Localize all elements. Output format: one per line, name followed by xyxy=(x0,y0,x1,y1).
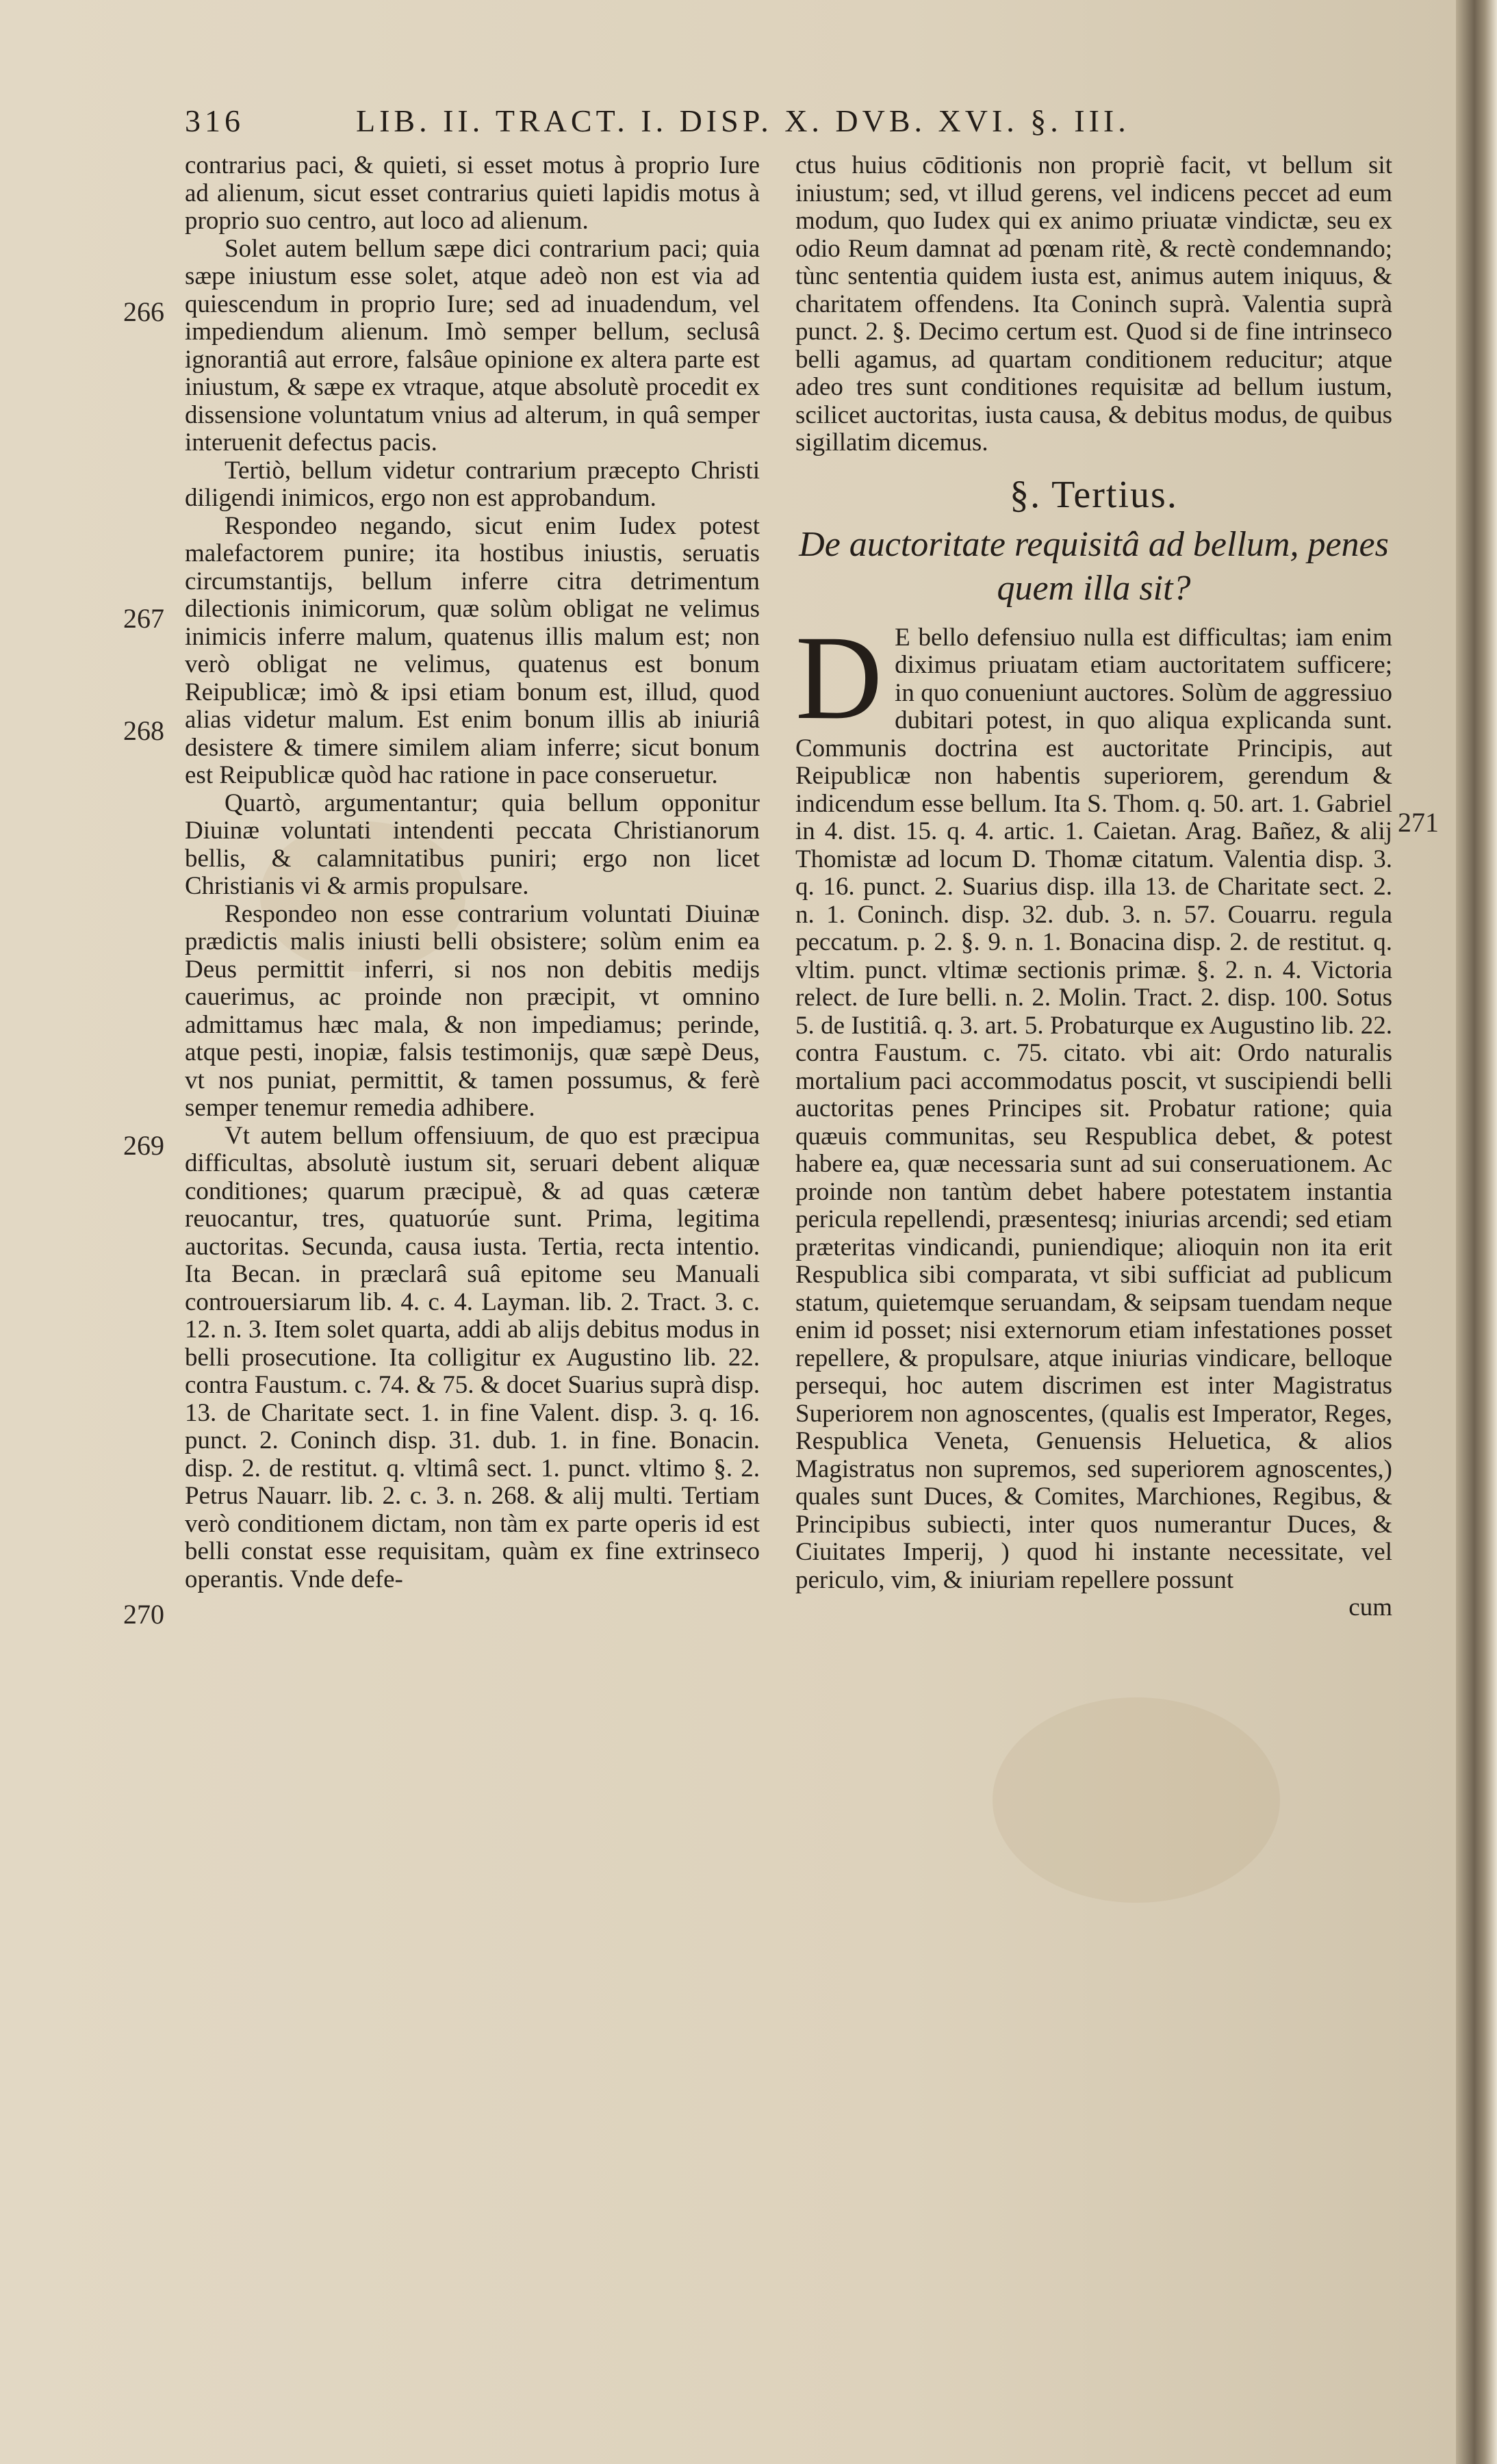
page-gutter xyxy=(1456,0,1497,2464)
running-head-text: LIB. II. TRACT. I. DISP. X. DVB. XVI. §. III. xyxy=(356,103,1130,138)
paragraph-267: Tertiò, bellum videtur contrarium præcepto Christi diligendi inimicos, ergo non est approbandum. xyxy=(185,456,760,512)
margin-number-266: 266 xyxy=(123,296,164,327)
paragraph-271-text: E bello defensiuo nulla est difficultas; iam enim diximus priuatam etiam auctoritatem sufficere; in quo conueniunt auctores. Solùm de aggressiuo dubitari potest, in quo aliqua explicanda sunt. Communis doctrina est auctoritate Principis, aut Reipublicæ non habentis superiorem, gerendum & indicendum esse bellum. Ita S. Thom. q. 50. art. 1. Gabriel in 4. dist. 15. q. 4. artic. 1. Caietan. Arag. Bañez, & alij Thomistæ ad locum D. Thomæ citatum. Valentia disp. 3. q. 16. punct. 2. Suarius disp. illa 13. de Charitate sect. 2. n. 1. Coninch. disp. 32. dub. 3. n. 57. Couarru. regula peccatum. p. 2. §. 9. n. 1. Bonacina disp. 2. de restitut. q. vltim. punct. vltimæ sectionis primæ. §. 2. n. 4. Victoria relect. de Iure belli. n. 2. Molin. Tract. 2. disp. 100. Sotus 5. de Iustitiâ. q. 3. art. 5. Probaturque ex Augustino lib. 22. contra Faustum. c. 75. citato. vbi ait: Ordo naturalis mortalium paci accommodatus poscit, vt suscipiendi belli auctoritas penes Principes sit. Probatur ratione; quia quæuis communitas, seu Respublica debet, & potest habere ea, quæ necessaria sunt ad sui conseruationem. Ac proinde non tantùm debet habere potestatem instantia pericula repellendi, præsentesq; iniurias arcendi; sed etiam præteritas vindicandi, puniendique; alioquin non ita erit Respublica sibi comparata, vt sibi sufficiat ad publicum statum, quietemque seruandam, & seipsam tuendam neque enim id posset; nisi externorum etiam infestationes posset repellere, & propulsare, atque iniurias vindicare, belloque persequi, hoc autem discrimen est inter Magistratus Superiorem non agnoscentes, (qualis est Imperator, Reges, Respublica Veneta, Genuensis Heluetica, & alios Magistratus non supremos, sed superiorem agnoscentes,) quales sunt Duces, & Comites, Marchiones, Regibus, & Principibus subiecti, inter quos numerantur Duces, & Ciuitates Imperij, ) quod hi instante necessitate, vel periculo, vim, & iniuriam repellere possunt xyxy=(795,623,1392,1594)
margin-number-271: 271 xyxy=(1398,807,1439,838)
paragraph-270: Vt autem bellum offensiuum, de quo est præcipua difficultas, absolutè iustum sit, seruari debent aliquæ conditiones; quarum præcipuè, & ad quas cæteræ reuocantur, tres, quatuorúe sunt. Prima, legitima auctoritas. Secunda, causa iusta. Tertia, recta intentio. Ita Becan. in præclarâ suâ epitome seu Manuali controuersiarum lib. 4. c. 4. Layman. lib. 2. Tract. 3. c. 12. n. 3. Item solet quarta, addi ab alijs debitus modus in belli prosecutione. Ita colligitur ex Augustino lib. 22. contra Faustum. c. 74. & 75. & docet Suarius suprà disp. 13. de Charitate sect. 1. in fine Valent. disp. 3. q. 16. punct. 2. Coninch disp. 31. dub. 1. in fine. Bonacin. disp. 2. de restitut. q. vltimâ sect. 1. punct. vltimo §. 2. Petrus Nauarr. lib. 2. c. 3. n. 268. & alij multi. Tertiam verò conditionem dictam, non tàm ex parte operis id est belli constat esse requisitam, quàm ex fine extrinseco operantis. Vnde defe- xyxy=(185,1121,760,1593)
paragraph-266: Solet autem bellum sæpe dici contrarium paci; quia sæpe iniustum esse solet, atque adeò non est via ad quiescendum in proprio Iure; sed ad inuadendum, vel impediendum alienum. Imò semper bellum, seclusâ ignorantiâ aut errore, falsâue opinione ex altera parte est iniustum, & sæpe ex vtraque, atque absolutè procedit ex dissensione voluntatum vnius ad alterum, in quâ semper interuenit defectus pacis. xyxy=(185,234,760,457)
section-subtitle: De auctoritate requisitâ ad bellum, penes quem illa sit? xyxy=(799,524,1389,608)
margin-number-267: 267 xyxy=(123,603,164,634)
paragraph-269: Quartò, argumentantur; quia bellum opponitur Diuinæ voluntati intendenti peccata Christianorum bellis, & calamnitatibus puniri; ergo non licet Christianis vi & armis propulsare. xyxy=(185,788,760,900)
paragraph-269-response: Respondeo non esse contrarium voluntati Diuinæ prædictis malis iniusti belli obsistere; solùm enim ea Deus permittit inferri, si nos non debitis medijs cauerimus, ac proinde non præcipit, vt omnino admittamus hæc mala, & non impediamus; perinde, atque pesti, inopiæ, falsis testimonijs, quæ sæpè Deus, vt nos puniat, permittit, & tamen possumus, & ferè semper tenemur remedia adhibere. xyxy=(185,899,760,1122)
margin-number-269: 269 xyxy=(123,1130,164,1161)
left-column xyxy=(185,152,760,1593)
right-column xyxy=(795,152,1392,1622)
margin-number-268: 268 xyxy=(123,715,164,746)
paragraph-268: Respondeo negando, sicut enim Iudex potest malefactorem punire; ita hostibus iniustis, seruatis circumstantijs, bellum inferre citra detrimentum dilectionis inimicorum, quæ solùm obligat ne velimus inimicis inferre malum, quatenus illis malum est; non verò obligat ne velimus, quatenus est bonum Reipublicæ; imò & ipsi etiam bonum est, illud, quod alias videtur malum. Est enim bonum illis ab iniuriâ desistere & timere similem aliam inferre; sicut bonum est Reipublicæ quòd hac ratione in pace conseruetur. xyxy=(185,511,760,789)
catchword: cum xyxy=(1348,1593,1392,1621)
section-title: §. Tertius. xyxy=(1010,473,1178,516)
page-number: 316 xyxy=(185,103,244,138)
paper-stain xyxy=(993,1697,1280,1903)
running-head xyxy=(185,103,1431,151)
paragraph-continued-right: ctus huius cōditionis non propriè facit, vt bellum sit iniustum; sed, vt illud gerens, vel indicens peccet ad eum modum, quo Iudex qui ex animo priuatæ vindictæ, seu ex odio Reum damnat ad pœnam ritè, & rectè condemnando; tùnc sententia quidem iusta est, animus autem iniquus, & charitatem offendens. Ita Coninch suprà. Valentia suprà punct. 2. §. Decimo certum est. Quod si de fine intrinseco belli agamus, ad quartam conditionem reducitur; atque adeo tres sunt conditiones requisitæ ad bellum iustum, scilicet auctoritas, iusta causa, & debitus modus, de quibus sigillatim dicemus. xyxy=(795,151,1392,457)
paragraph-continued: contrarius paci, & quieti, si esset motus à proprio Iure ad alienum, sicut esset contrarius quieti lapidis motus à proprio suo centro, aut loco ad alienum. xyxy=(185,151,760,235)
paragraph-271 xyxy=(795,611,1392,1595)
drop-cap: D xyxy=(795,611,883,745)
margin-number-270: 270 xyxy=(123,1599,164,1630)
